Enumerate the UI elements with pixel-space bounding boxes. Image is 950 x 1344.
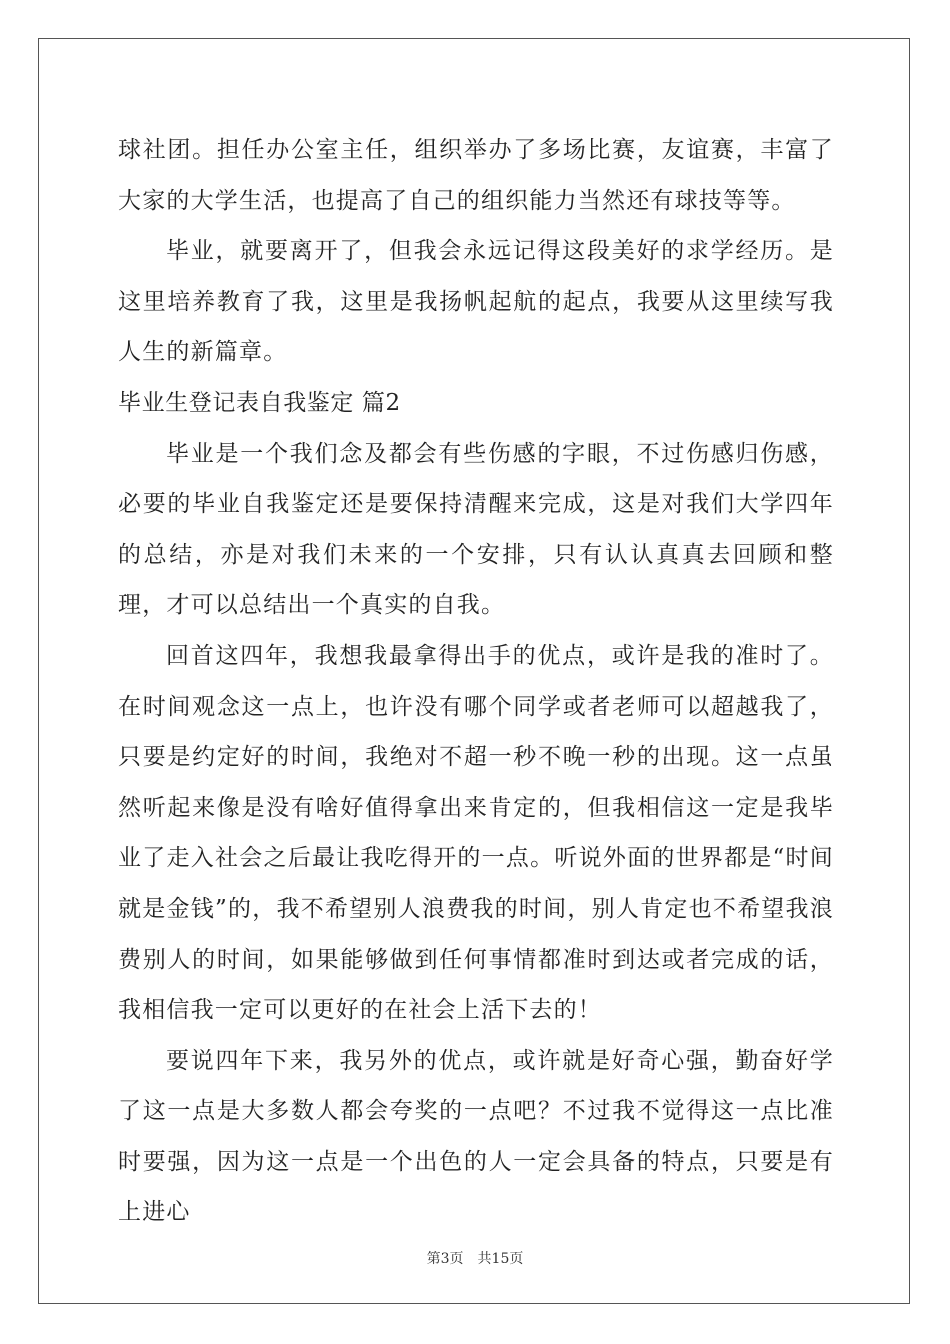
section-heading: 毕业生登记表自我鉴定 篇2 [118, 389, 401, 416]
paragraph-graduation: 毕业，就要离开了，但我会永远记得这段美好的求学经历。是这里培养教育了我，这里是我扬帆起航的起点，我要从这里续写我人生的新篇章。 [118, 238, 834, 366]
document-body [118, 125, 834, 1238]
paragraph-curiosity: 要说四年下来，我另外的优点，或许就是好奇心强，勤奋好学了这一点是大多数人都会夸奖的一点吧？不过我不觉得这一点比准时要强，因为这一点是一个出色的人一定会具备的特点，只要是有上进心 [118, 1047, 834, 1226]
page-total: 共15页 [477, 1251, 524, 1267]
paragraph-continued: 球社团。担任办公室主任，组织举办了多场比赛，友谊赛，丰富了大家的大学生活，也提高了自己的组织能力当然还有球技等等。 [118, 137, 834, 214]
paragraph-punctuality: 回首这四年，我想我最拿得出手的优点，或许是我的准时了。在时间观念这一点上，也许没有哪个同学或者老师可以超越我了，只要是约定好的时间，我绝对不超一秒不晚一秒的出现。这一点虽然听起来像是没有啥好值得拿出来肯定的，但我相信这一定是我毕业了走入社会之后最让我吃得开的一点。听说外面的世界都是“时间就是金钱”的，我不希望别人浪费我的时间，别人肯定也不希望我浪费别人的时间，如果能够做到任何事情都准时到达或者完成的话，我相信我一定可以更好的在社会上活下去的！ [118, 642, 834, 1024]
page-number: 第3页 [426, 1251, 464, 1267]
paragraph-intro: 毕业是一个我们念及都会有些伤感的字眼，不过伤感归伤感，必要的毕业自我鉴定还是要保持清醒来完成，这是对我们大学四年的总结，亦是对我们未来的一个安排，只有认认真真去回顾和整理，才可以总结出一个真实的自我。 [118, 440, 834, 619]
page-footer [0, 1248, 950, 1268]
